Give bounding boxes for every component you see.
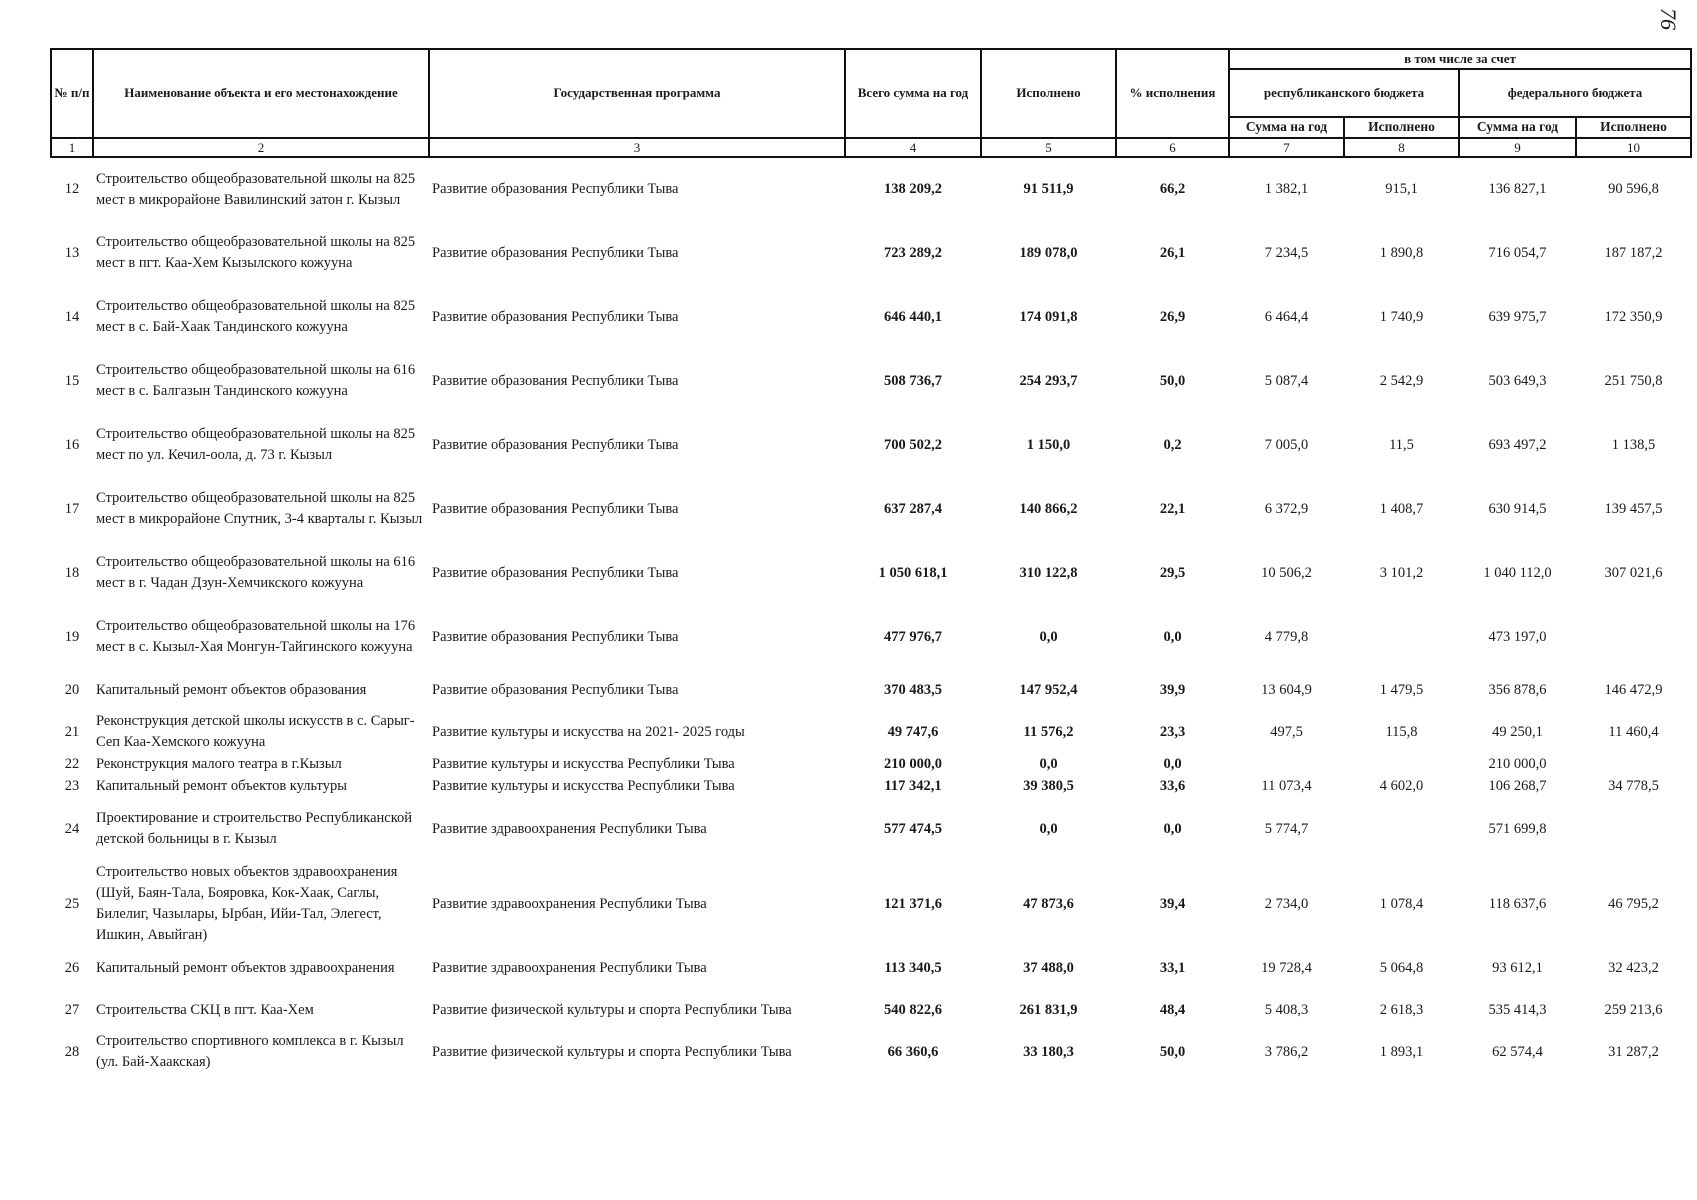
row-number: 26 bbox=[64, 959, 80, 976]
total-sum: 370 483,5 bbox=[884, 681, 942, 698]
republican-executed: 5 064,8 bbox=[1379, 959, 1424, 976]
federal-executed: 172 350,9 bbox=[1604, 308, 1663, 325]
program-name: Развитие здравоохранения Республики Тыва bbox=[432, 895, 707, 912]
header-including: в том числе за счет bbox=[1229, 49, 1691, 69]
object-name: Проектирование и строительство Республиканской детской больницы в г. Кызыл bbox=[96, 810, 413, 848]
program-name: Развитие образования Республики Тыва bbox=[432, 564, 679, 581]
republican-executed: 1 479,5 bbox=[1379, 681, 1424, 698]
total-sum: 210 000,0 bbox=[884, 755, 942, 772]
table-row bbox=[51, 753, 1691, 775]
federal-sum: 210 000,0 bbox=[1488, 755, 1547, 772]
executed-sum: 1 150,0 bbox=[1026, 436, 1071, 453]
header-fed-sum-year: Сумма на год bbox=[1459, 117, 1576, 138]
header-republican-budget: республиканского бюджета bbox=[1229, 69, 1459, 117]
table-row bbox=[51, 775, 1691, 797]
republican-executed: 115,8 bbox=[1385, 723, 1418, 740]
republican-executed: 2 618,3 bbox=[1379, 1001, 1424, 1018]
execution-percent: 23,3 bbox=[1159, 723, 1186, 740]
object-name: Строительство спортивного комплекса в г. Кызыл (ул. Бай-Хаакская) bbox=[96, 1033, 404, 1071]
total-sum: 477 976,7 bbox=[884, 628, 942, 645]
row-number: 28 bbox=[64, 1043, 80, 1060]
header-program: Государственная программа bbox=[429, 49, 845, 138]
total-sum: 49 747,6 bbox=[887, 723, 939, 740]
execution-percent: 29,5 bbox=[1159, 564, 1186, 581]
object-name: Строительство общеобразовательной школы на 825 мест в пгт. Каа-Хем Кызылского кожууна bbox=[96, 234, 416, 272]
row-number: 25 bbox=[64, 895, 80, 912]
table-row bbox=[51, 221, 1691, 285]
federal-sum: 136 827,1 bbox=[1488, 181, 1547, 198]
object-name: Реконструкция малого театра в г.Кызыл bbox=[96, 755, 342, 772]
object-name: Реконструкция детской школы искусств в с. Сарыг-Сеп Каа-Хемского кожууна bbox=[96, 713, 415, 751]
republican-sum: 2 734,0 bbox=[1264, 895, 1309, 912]
row-number: 14 bbox=[64, 308, 80, 325]
row-number: 20 bbox=[64, 681, 80, 698]
execution-percent: 50,0 bbox=[1159, 1043, 1186, 1060]
object-name: Строительство новых объектов здравоохранения (Шуй, Баян-Тала, Бояровка, Кок-Хаак, Саглы, Билелиг, Чазылары, Ырбан, Ийи-Тал, Элегест, Ишкин, Авыйган) bbox=[96, 864, 398, 944]
federal-executed: 11 460,4 bbox=[1608, 723, 1659, 740]
object-name: Капитальный ремонт объектов здравоохранения bbox=[96, 959, 395, 976]
republican-sum: 10 506,2 bbox=[1261, 564, 1312, 581]
federal-executed: 31 287,2 bbox=[1608, 1043, 1659, 1060]
table-row bbox=[51, 861, 1691, 947]
table-row bbox=[51, 477, 1691, 541]
object-name: Строительство общеобразовательной школы на 616 мест в с. Балгазын Тандинского кожууна bbox=[96, 362, 416, 400]
republican-sum: 5 408,3 bbox=[1264, 1001, 1309, 1018]
federal-executed: 146 472,9 bbox=[1604, 681, 1663, 698]
republican-sum: 7 005,0 bbox=[1264, 436, 1309, 453]
republican-executed bbox=[1344, 605, 1459, 669]
republican-executed: 1 078,4 bbox=[1379, 895, 1424, 912]
total-sum: 113 340,5 bbox=[884, 959, 942, 976]
header-federal-budget: федерального бюджета bbox=[1459, 69, 1691, 117]
header-rep-executed: Исполнено bbox=[1344, 117, 1459, 138]
total-sum: 117 342,1 bbox=[884, 777, 942, 794]
republican-executed bbox=[1344, 797, 1459, 861]
program-name: Развитие образования Республики Тыва bbox=[432, 181, 679, 198]
republican-sum: 5 087,4 bbox=[1264, 372, 1309, 389]
federal-sum: 106 268,7 bbox=[1488, 777, 1547, 794]
republican-executed: 1 740,9 bbox=[1379, 308, 1424, 325]
republican-executed: 915,1 bbox=[1385, 181, 1418, 198]
federal-sum: 503 649,3 bbox=[1488, 372, 1547, 389]
executed-sum: 33 180,3 bbox=[1023, 1043, 1074, 1060]
program-name: Развитие физической культуры и спорта Республики Тыва bbox=[432, 1043, 792, 1060]
federal-sum: 62 574,4 bbox=[1492, 1043, 1543, 1060]
federal-executed: 1 138,5 bbox=[1611, 436, 1656, 453]
federal-sum: 535 414,3 bbox=[1488, 1001, 1547, 1018]
republican-executed: 4 602,0 bbox=[1379, 777, 1424, 794]
program-name: Развитие образования Республики Тыва bbox=[432, 500, 679, 517]
object-name: Капитальный ремонт объектов культуры bbox=[96, 777, 347, 794]
col-number: 5 bbox=[981, 138, 1116, 157]
republican-executed bbox=[1344, 753, 1459, 775]
col-number: 10 bbox=[1576, 138, 1691, 157]
executed-sum: 37 488,0 bbox=[1023, 959, 1074, 976]
execution-percent: 39,4 bbox=[1159, 895, 1186, 912]
republican-sum: 1 382,1 bbox=[1264, 181, 1309, 198]
federal-executed: 90 596,8 bbox=[1608, 181, 1659, 198]
header-object-name: Наименование объекта и его местонахождение bbox=[93, 49, 429, 138]
republican-sum: 4 779,8 bbox=[1264, 628, 1309, 645]
table-row bbox=[51, 413, 1691, 477]
program-name: Развитие культуры и искусства на 2021- 2025 годы bbox=[432, 723, 745, 740]
executed-sum: 174 091,8 bbox=[1019, 308, 1078, 325]
header-total: Всего сумма на год bbox=[845, 49, 981, 138]
capital-objects-table bbox=[50, 48, 1692, 1073]
document-table-wrapper bbox=[50, 48, 1690, 1073]
federal-executed: 34 778,5 bbox=[1608, 777, 1659, 794]
republican-executed: 1 890,8 bbox=[1379, 244, 1424, 261]
federal-executed: 259 213,6 bbox=[1604, 1001, 1663, 1018]
row-number: 23 bbox=[64, 777, 80, 794]
executed-sum: 91 511,9 bbox=[1023, 181, 1074, 198]
row-number: 21 bbox=[64, 723, 80, 740]
table-row bbox=[51, 349, 1691, 413]
row-number: 12 bbox=[64, 181, 80, 198]
execution-percent: 33,1 bbox=[1159, 959, 1186, 976]
row-number: 22 bbox=[64, 755, 80, 772]
executed-sum: 0,0 bbox=[1039, 755, 1058, 772]
execution-percent: 39,9 bbox=[1159, 681, 1186, 698]
execution-percent: 50,0 bbox=[1159, 372, 1186, 389]
total-sum: 540 822,6 bbox=[884, 1001, 942, 1018]
total-sum: 700 502,2 bbox=[884, 436, 942, 453]
total-sum: 138 209,2 bbox=[884, 181, 942, 198]
republican-sum: 6 372,9 bbox=[1264, 500, 1309, 517]
federal-executed: 139 457,5 bbox=[1604, 500, 1663, 517]
total-sum: 723 289,2 bbox=[884, 244, 942, 261]
table-body bbox=[51, 157, 1691, 1073]
republican-sum: 13 604,9 bbox=[1261, 681, 1312, 698]
executed-sum: 189 078,0 bbox=[1019, 244, 1078, 261]
header-fed-executed: Исполнено bbox=[1576, 117, 1691, 138]
executed-sum: 39 380,5 bbox=[1023, 777, 1074, 794]
executed-sum: 261 831,9 bbox=[1019, 1001, 1078, 1018]
federal-sum: 630 914,5 bbox=[1488, 500, 1547, 517]
col-number: 7 bbox=[1229, 138, 1344, 157]
object-name: Строительство общеобразовательной школы на 825 мест в микрорайоне Вавилинский затон г. Кызыл bbox=[96, 170, 416, 208]
program-name: Развитие образования Республики Тыва bbox=[432, 372, 679, 389]
total-sum: 1 050 618,1 bbox=[878, 564, 948, 581]
execution-percent: 26,9 bbox=[1159, 308, 1186, 325]
executed-sum: 0,0 bbox=[1039, 628, 1058, 645]
federal-sum: 473 197,0 bbox=[1488, 628, 1547, 645]
col-number: 1 bbox=[51, 138, 93, 157]
column-number-row bbox=[51, 138, 1691, 157]
republican-sum: 3 786,2 bbox=[1264, 1043, 1309, 1060]
federal-executed: 251 750,8 bbox=[1604, 372, 1663, 389]
federal-executed bbox=[1576, 753, 1691, 775]
federal-executed: 307 021,6 bbox=[1604, 564, 1663, 581]
col-number: 8 bbox=[1344, 138, 1459, 157]
row-number: 17 bbox=[64, 500, 80, 517]
federal-sum: 693 497,2 bbox=[1488, 436, 1547, 453]
header-executed: Исполнено bbox=[981, 49, 1116, 138]
federal-sum: 93 612,1 bbox=[1492, 959, 1543, 976]
execution-percent: 0,0 bbox=[1163, 628, 1182, 645]
executed-sum: 254 293,7 bbox=[1019, 372, 1078, 389]
col-number: 6 bbox=[1116, 138, 1229, 157]
program-name: Развитие образования Республики Тыва bbox=[432, 681, 679, 698]
execution-percent: 66,2 bbox=[1159, 181, 1186, 198]
page-number-mark: 76 bbox=[1656, 8, 1681, 30]
col-number: 9 bbox=[1459, 138, 1576, 157]
federal-executed bbox=[1576, 797, 1691, 861]
execution-percent: 0,2 bbox=[1163, 436, 1182, 453]
executed-sum: 147 952,4 bbox=[1019, 681, 1078, 698]
table-row bbox=[51, 157, 1691, 221]
table-row bbox=[51, 989, 1691, 1031]
federal-sum: 1 040 112,0 bbox=[1483, 564, 1552, 581]
program-name: Развитие здравоохранения Республики Тыва bbox=[432, 820, 707, 837]
republican-executed: 3 101,2 bbox=[1379, 564, 1424, 581]
object-name: Строительство общеобразовательной школы на 825 мест по ул. Кечил-оола, д. 73 г. Кызыл bbox=[96, 426, 416, 464]
table-row bbox=[51, 947, 1691, 989]
table-row bbox=[51, 1031, 1691, 1073]
table-row bbox=[51, 797, 1691, 861]
row-number: 24 bbox=[64, 820, 80, 837]
object-name: Строительство общеобразовательной школы на 176 мест в с. Кызыл-Хая Монгун-Тайгинского кожууна bbox=[96, 618, 416, 656]
republican-executed: 2 542,9 bbox=[1379, 372, 1424, 389]
row-number: 13 bbox=[64, 244, 80, 261]
executed-sum: 11 576,2 bbox=[1023, 723, 1074, 740]
total-sum: 66 360,6 bbox=[887, 1043, 939, 1060]
table-row bbox=[51, 669, 1691, 711]
republican-sum: 5 774,7 bbox=[1264, 820, 1309, 837]
table-row bbox=[51, 711, 1691, 753]
total-sum: 577 474,5 bbox=[884, 820, 942, 837]
table-row bbox=[51, 285, 1691, 349]
republican-sum: 7 234,5 bbox=[1264, 244, 1309, 261]
federal-sum: 716 054,7 bbox=[1488, 244, 1547, 261]
row-number: 27 bbox=[64, 1001, 80, 1018]
federal-executed: 46 795,2 bbox=[1608, 895, 1659, 912]
execution-percent: 22,1 bbox=[1159, 500, 1186, 517]
federal-executed: 32 423,2 bbox=[1608, 959, 1659, 976]
object-name: Капитальный ремонт объектов образования bbox=[96, 681, 367, 698]
program-name: Развитие образования Республики Тыва bbox=[432, 244, 679, 261]
program-name: Развитие культуры и искусства Республики Тыва bbox=[432, 777, 735, 794]
federal-sum: 639 975,7 bbox=[1488, 308, 1547, 325]
federal-sum: 571 699,8 bbox=[1488, 820, 1547, 837]
executed-sum: 47 873,6 bbox=[1023, 895, 1074, 912]
row-number: 16 bbox=[64, 436, 80, 453]
program-name: Развитие образования Республики Тыва bbox=[432, 628, 679, 645]
execution-percent: 33,6 bbox=[1159, 777, 1186, 794]
executed-sum: 310 122,8 bbox=[1019, 564, 1078, 581]
col-number: 2 bbox=[93, 138, 429, 157]
republican-executed: 1 893,1 bbox=[1379, 1043, 1424, 1060]
object-name: Строительства СКЦ в пгт. Каа-Хем bbox=[96, 1001, 314, 1018]
total-sum: 646 440,1 bbox=[884, 308, 942, 325]
federal-sum: 118 637,6 bbox=[1488, 895, 1547, 912]
federal-executed bbox=[1576, 605, 1691, 669]
table-header bbox=[51, 49, 1691, 157]
object-name: Строительство общеобразовательной школы на 825 мест в с. Бай-Хаак Тандинского кожууна bbox=[96, 298, 416, 336]
republican-sum bbox=[1229, 753, 1344, 775]
program-name: Развитие физической культуры и спорта Республики Тыва bbox=[432, 1001, 792, 1018]
table-row bbox=[51, 541, 1691, 605]
executed-sum: 0,0 bbox=[1039, 820, 1058, 837]
republican-sum: 11 073,4 bbox=[1261, 777, 1312, 794]
row-number: 19 bbox=[64, 628, 80, 645]
republican-sum: 19 728,4 bbox=[1261, 959, 1312, 976]
header-percent: % исполнения bbox=[1116, 49, 1229, 138]
republican-executed: 11,5 bbox=[1389, 436, 1414, 453]
program-name: Развитие здравоохранения Республики Тыва bbox=[432, 959, 707, 976]
program-name: Развитие образования Республики Тыва bbox=[432, 436, 679, 453]
program-name: Развитие образования Республики Тыва bbox=[432, 308, 679, 325]
col-number: 3 bbox=[429, 138, 845, 157]
federal-sum: 356 878,6 bbox=[1488, 681, 1547, 698]
total-sum: 637 287,4 bbox=[884, 500, 942, 517]
table-row bbox=[51, 605, 1691, 669]
federal-sum: 49 250,1 bbox=[1492, 723, 1543, 740]
col-number: 4 bbox=[845, 138, 981, 157]
federal-executed: 187 187,2 bbox=[1604, 244, 1663, 261]
program-name: Развитие культуры и искусства Республики Тыва bbox=[432, 755, 735, 772]
republican-sum: 497,5 bbox=[1270, 723, 1303, 740]
republican-executed: 1 408,7 bbox=[1379, 500, 1424, 517]
object-name: Строительство общеобразовательной школы на 825 мест в микрорайоне Спутник, 3-4 кварталы г. Кызыл bbox=[96, 490, 423, 528]
header-no: № п/п bbox=[51, 49, 93, 138]
row-number: 18 bbox=[64, 564, 80, 581]
executed-sum: 140 866,2 bbox=[1019, 500, 1078, 517]
execution-percent: 26,1 bbox=[1159, 244, 1186, 261]
execution-percent: 48,4 bbox=[1159, 1001, 1186, 1018]
object-name: Строительство общеобразовательной школы на 616 мест в г. Чадан Дзун-Хемчикского кожууна bbox=[96, 554, 416, 592]
row-number: 15 bbox=[64, 372, 80, 389]
execution-percent: 0,0 bbox=[1163, 820, 1182, 837]
republican-sum: 6 464,4 bbox=[1264, 308, 1309, 325]
total-sum: 508 736,7 bbox=[884, 372, 942, 389]
execution-percent: 0,0 bbox=[1163, 755, 1182, 772]
total-sum: 121 371,6 bbox=[884, 895, 942, 912]
header-rep-sum-year: Сумма на год bbox=[1229, 117, 1344, 138]
